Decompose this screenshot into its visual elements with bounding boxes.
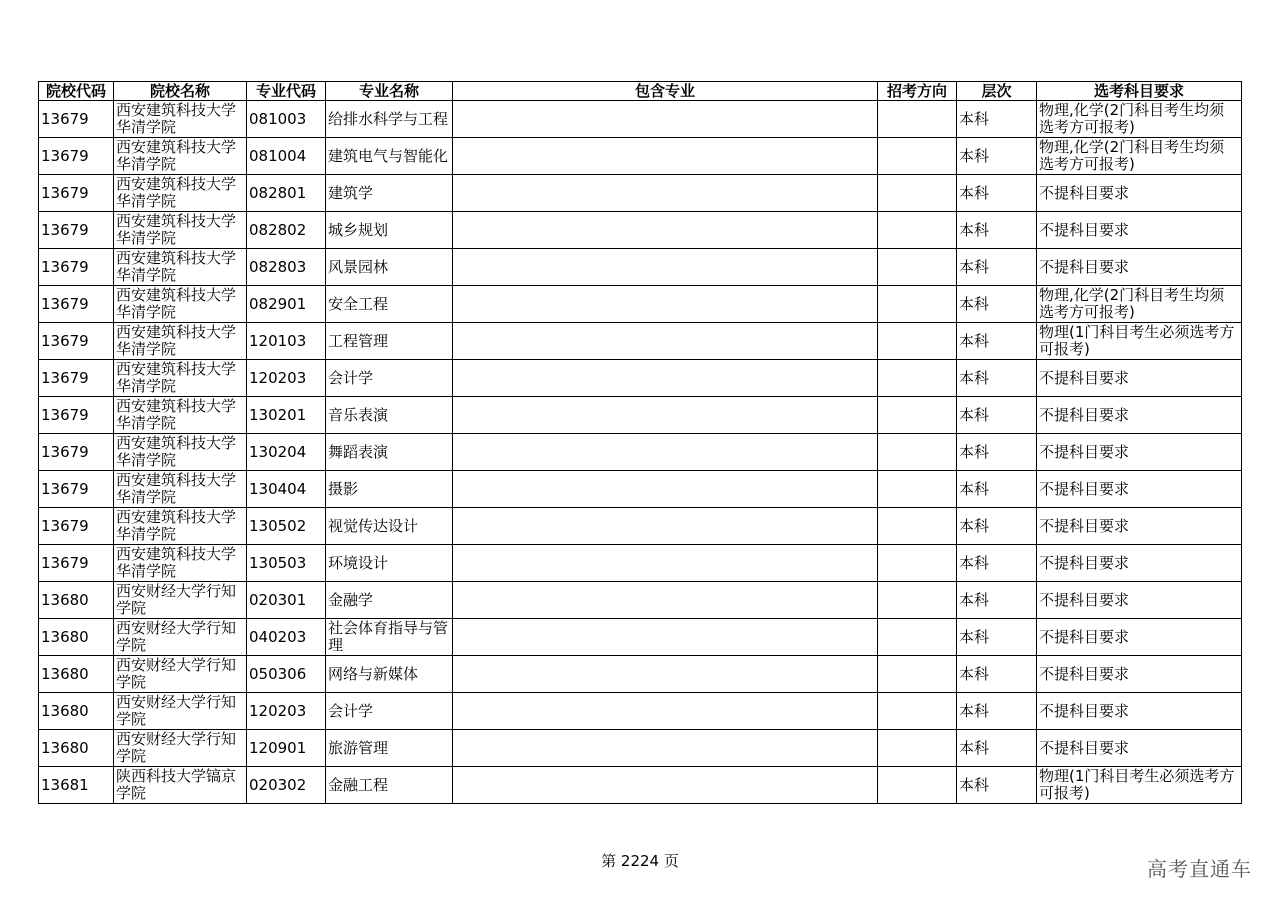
- page-number: 第 2224 页: [601, 852, 679, 870]
- table-row: [39, 323, 1242, 360]
- cell-requirement: 不提科目要求: [1037, 249, 1242, 286]
- cell-included-majors: [453, 138, 878, 175]
- admission-table: [38, 81, 1242, 804]
- cell-requirement: 物理(1门科目考生必须选考方可报考): [1037, 323, 1242, 360]
- table-row: [39, 582, 1242, 619]
- cell-major-code: 120203: [247, 360, 326, 397]
- cell-major-code: 130204: [247, 434, 326, 471]
- cell-major-name: 视觉传达设计: [326, 508, 453, 545]
- cell-included-majors: [453, 730, 878, 767]
- cell-school-code: 13680: [39, 582, 114, 619]
- cell-school-name: 西安财经大学行知学院: [114, 730, 247, 767]
- cell-school-name: 陕西科技大学镐京学院: [114, 767, 247, 804]
- table-row: [39, 508, 1242, 545]
- cell-major-name: 摄影: [326, 471, 453, 508]
- table-row: [39, 286, 1242, 323]
- table-row: [39, 434, 1242, 471]
- cell-major-code: 082803: [247, 249, 326, 286]
- cell-included-majors: [453, 693, 878, 730]
- cell-major-name: 风景园林: [326, 249, 453, 286]
- cell-school-name: 西安建筑科技大学华清学院: [114, 212, 247, 249]
- cell-requirement: 不提科目要求: [1037, 582, 1242, 619]
- cell-school-name: 西安财经大学行知学院: [114, 656, 247, 693]
- header-requirement: 选考科目要求: [1037, 82, 1242, 101]
- cell-direction: [878, 693, 957, 730]
- table-row: [39, 175, 1242, 212]
- cell-school-code: 13679: [39, 138, 114, 175]
- cell-level: 本科: [957, 286, 1037, 323]
- cell-direction: [878, 656, 957, 693]
- cell-school-name: 西安财经大学行知学院: [114, 619, 247, 656]
- cell-major-code: 120203: [247, 693, 326, 730]
- cell-major-name: 网络与新媒体: [326, 656, 453, 693]
- cell-level: 本科: [957, 360, 1037, 397]
- cell-major-code: 082801: [247, 175, 326, 212]
- cell-school-name: 西安建筑科技大学华清学院: [114, 175, 247, 212]
- cell-included-majors: [453, 582, 878, 619]
- cell-included-majors: [453, 545, 878, 582]
- cell-major-name: 旅游管理: [326, 730, 453, 767]
- cell-included-majors: [453, 323, 878, 360]
- cell-level: 本科: [957, 138, 1037, 175]
- cell-level: 本科: [957, 730, 1037, 767]
- cell-requirement: 不提科目要求: [1037, 693, 1242, 730]
- cell-major-code: 120103: [247, 323, 326, 360]
- header-school-code: 院校代码: [39, 82, 114, 101]
- cell-school-name: 西安建筑科技大学华清学院: [114, 397, 247, 434]
- table-row: [39, 101, 1242, 138]
- cell-included-majors: [453, 619, 878, 656]
- cell-major-code: 120901: [247, 730, 326, 767]
- cell-school-code: 13679: [39, 101, 114, 138]
- cell-direction: [878, 360, 957, 397]
- header-level: 层次: [957, 82, 1037, 101]
- table-row: [39, 767, 1242, 804]
- table-row: [39, 360, 1242, 397]
- cell-major-code: 130502: [247, 508, 326, 545]
- cell-requirement: 不提科目要求: [1037, 656, 1242, 693]
- cell-major-code: 050306: [247, 656, 326, 693]
- cell-level: 本科: [957, 656, 1037, 693]
- cell-requirement: 不提科目要求: [1037, 397, 1242, 434]
- header-direction: 招考方向: [878, 82, 957, 101]
- cell-direction: [878, 101, 957, 138]
- cell-school-code: 13680: [39, 693, 114, 730]
- cell-school-code: 13679: [39, 175, 114, 212]
- cell-major-code: 040203: [247, 619, 326, 656]
- table-header-row: [39, 82, 1242, 101]
- cell-major-name: 建筑学: [326, 175, 453, 212]
- cell-included-majors: [453, 656, 878, 693]
- cell-requirement: 物理(1门科目考生必须选考方可报考): [1037, 767, 1242, 804]
- cell-requirement: 不提科目要求: [1037, 212, 1242, 249]
- cell-included-majors: [453, 767, 878, 804]
- table-row: [39, 138, 1242, 175]
- cell-school-name: 西安建筑科技大学华清学院: [114, 138, 247, 175]
- cell-school-code: 13679: [39, 360, 114, 397]
- table-row: [39, 397, 1242, 434]
- cell-level: 本科: [957, 693, 1037, 730]
- cell-major-code: 081003: [247, 101, 326, 138]
- cell-school-name: 西安建筑科技大学华清学院: [114, 434, 247, 471]
- cell-school-code: 13679: [39, 286, 114, 323]
- cell-direction: [878, 508, 957, 545]
- cell-direction: [878, 397, 957, 434]
- table-row: [39, 730, 1242, 767]
- cell-level: 本科: [957, 323, 1037, 360]
- cell-level: 本科: [957, 508, 1037, 545]
- cell-included-majors: [453, 508, 878, 545]
- watermark-logo: 高考直通车: [1147, 857, 1252, 881]
- cell-requirement: 不提科目要求: [1037, 471, 1242, 508]
- cell-included-majors: [453, 249, 878, 286]
- cell-level: 本科: [957, 619, 1037, 656]
- cell-school-code: 13679: [39, 471, 114, 508]
- header-included-majors: 包含专业: [453, 82, 878, 101]
- cell-requirement: 不提科目要求: [1037, 434, 1242, 471]
- cell-requirement: 不提科目要求: [1037, 175, 1242, 212]
- cell-level: 本科: [957, 767, 1037, 804]
- table-row: [39, 249, 1242, 286]
- cell-level: 本科: [957, 175, 1037, 212]
- cell-requirement: 物理,化学(2门科目考生均须选考方可报考): [1037, 101, 1242, 138]
- cell-major-name: 金融工程: [326, 767, 453, 804]
- cell-school-code: 13680: [39, 730, 114, 767]
- cell-major-code: 130201: [247, 397, 326, 434]
- cell-included-majors: [453, 286, 878, 323]
- cell-direction: [878, 471, 957, 508]
- cell-level: 本科: [957, 582, 1037, 619]
- cell-level: 本科: [957, 101, 1037, 138]
- cell-major-name: 城乡规划: [326, 212, 453, 249]
- cell-level: 本科: [957, 249, 1037, 286]
- cell-school-code: 13680: [39, 656, 114, 693]
- cell-school-name: 西安财经大学行知学院: [114, 582, 247, 619]
- cell-school-name: 西安建筑科技大学华清学院: [114, 101, 247, 138]
- cell-school-code: 13681: [39, 767, 114, 804]
- cell-major-code: 082802: [247, 212, 326, 249]
- cell-included-majors: [453, 397, 878, 434]
- cell-major-name: 给排水科学与工程: [326, 101, 453, 138]
- cell-major-name: 舞蹈表演: [326, 434, 453, 471]
- cell-included-majors: [453, 175, 878, 212]
- cell-major-code: 130404: [247, 471, 326, 508]
- cell-requirement: 不提科目要求: [1037, 619, 1242, 656]
- cell-included-majors: [453, 471, 878, 508]
- cell-direction: [878, 175, 957, 212]
- cell-direction: [878, 249, 957, 286]
- header-major-name: 专业名称: [326, 82, 453, 101]
- cell-school-name: 西安建筑科技大学华清学院: [114, 360, 247, 397]
- cell-school-code: 13679: [39, 212, 114, 249]
- cell-direction: [878, 730, 957, 767]
- cell-school-code: 13680: [39, 619, 114, 656]
- cell-requirement: 物理,化学(2门科目考生均须选考方可报考): [1037, 286, 1242, 323]
- table-row: [39, 693, 1242, 730]
- table-row: [39, 619, 1242, 656]
- cell-school-name: 西安建筑科技大学华清学院: [114, 508, 247, 545]
- cell-major-name: 建筑电气与智能化: [326, 138, 453, 175]
- cell-school-code: 13679: [39, 249, 114, 286]
- cell-level: 本科: [957, 212, 1037, 249]
- cell-direction: [878, 545, 957, 582]
- header-major-code: 专业代码: [247, 82, 326, 101]
- cell-requirement: 不提科目要求: [1037, 730, 1242, 767]
- cell-level: 本科: [957, 545, 1037, 582]
- cell-direction: [878, 212, 957, 249]
- cell-direction: [878, 286, 957, 323]
- cell-school-code: 13679: [39, 545, 114, 582]
- cell-school-code: 13679: [39, 323, 114, 360]
- cell-level: 本科: [957, 434, 1037, 471]
- cell-major-name: 音乐表演: [326, 397, 453, 434]
- cell-level: 本科: [957, 471, 1037, 508]
- cell-requirement: 不提科目要求: [1037, 360, 1242, 397]
- cell-direction: [878, 619, 957, 656]
- table-row: [39, 212, 1242, 249]
- cell-included-majors: [453, 101, 878, 138]
- cell-major-name: 社会体育指导与管理: [326, 619, 453, 656]
- cell-included-majors: [453, 360, 878, 397]
- cell-major-name: 安全工程: [326, 286, 453, 323]
- cell-major-name: 会计学: [326, 693, 453, 730]
- table-row: [39, 471, 1242, 508]
- cell-direction: [878, 582, 957, 619]
- cell-major-code: 082901: [247, 286, 326, 323]
- cell-direction: [878, 138, 957, 175]
- cell-school-code: 13679: [39, 397, 114, 434]
- cell-direction: [878, 767, 957, 804]
- cell-major-code: 020302: [247, 767, 326, 804]
- table-row: [39, 545, 1242, 582]
- table-body: [39, 101, 1242, 804]
- cell-school-name: 西安建筑科技大学华清学院: [114, 286, 247, 323]
- cell-level: 本科: [957, 397, 1037, 434]
- cell-school-name: 西安建筑科技大学华清学院: [114, 249, 247, 286]
- cell-major-code: 081004: [247, 138, 326, 175]
- cell-requirement: 不提科目要求: [1037, 508, 1242, 545]
- cell-school-name: 西安财经大学行知学院: [114, 693, 247, 730]
- header-school-name: 院校名称: [114, 82, 247, 101]
- cell-major-name: 会计学: [326, 360, 453, 397]
- cell-major-name: 金融学: [326, 582, 453, 619]
- cell-school-name: 西安建筑科技大学华清学院: [114, 471, 247, 508]
- cell-school-code: 13679: [39, 434, 114, 471]
- cell-school-name: 西安建筑科技大学华清学院: [114, 545, 247, 582]
- cell-major-name: 工程管理: [326, 323, 453, 360]
- cell-included-majors: [453, 434, 878, 471]
- cell-requirement: 物理,化学(2门科目考生均须选考方可报考): [1037, 138, 1242, 175]
- cell-direction: [878, 434, 957, 471]
- cell-included-majors: [453, 212, 878, 249]
- cell-school-name: 西安建筑科技大学华清学院: [114, 323, 247, 360]
- cell-major-code: 020301: [247, 582, 326, 619]
- cell-direction: [878, 323, 957, 360]
- table-row: [39, 656, 1242, 693]
- cell-major-name: 环境设计: [326, 545, 453, 582]
- cell-requirement: 不提科目要求: [1037, 545, 1242, 582]
- cell-school-code: 13679: [39, 508, 114, 545]
- admission-table-container: [38, 81, 1241, 804]
- cell-major-code: 130503: [247, 545, 326, 582]
